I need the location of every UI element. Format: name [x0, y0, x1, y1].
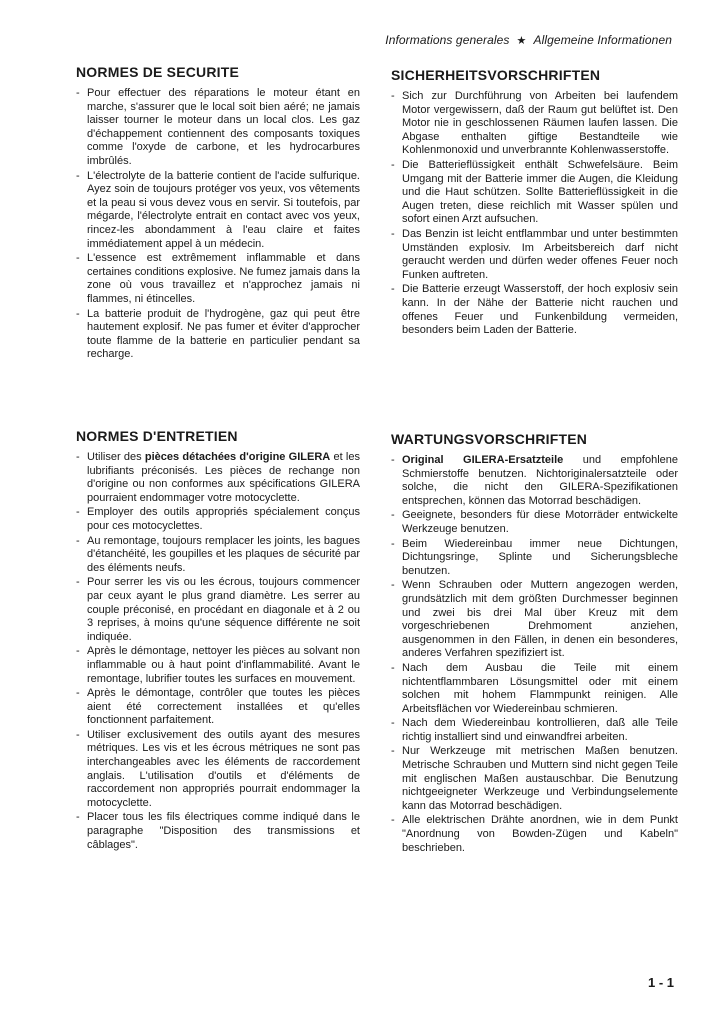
list-item: - Nach dem Wiedereinbau kontrollieren, daß alle Teile richtig installiert sind und einwandfrei arbeiten.: [391, 717, 678, 744]
section-title: NORMES DE SECURITE: [76, 64, 240, 80]
list-item: - Nur Werkzeuge mit metrischen Maßen benutzen. Metrische Schrauben und Muttern sind nicht gegen Teile mit englischen Maßen austauschbar. Die Benutzung nichtgeeigneter Werkzeuge und Verbindungselemente kann das Motorrad beschädigen.: [391, 745, 678, 813]
text-run: und empfohlene Schmierstoffe benutzen. Nichtoriginalersatzteile oder solche, die nicht den GILERA-Spezifikationen entsprechen, können das Motorrad beschädigen.: [402, 454, 678, 507]
list-item: - Après le démontage, contrôler que toutes les pièces aient été correctement installées et qu'elles fonctionnent parfaitement.: [76, 687, 360, 728]
header-right: Allgemeine Informationen: [533, 33, 672, 47]
page-header: [385, 33, 672, 47]
list-item: - Pour serrer les vis ou les écrous, toujours commencer par ceux ayant le plus grand diamètre. Les serrer au couple préconisé, en procédant en diagonale et à 2 ou 3 reprises, à moins qu'une séquence différente ne soit indiquée.: [76, 576, 360, 644]
section-title: SICHERHEITSVORSCHRIFTEN: [391, 67, 601, 83]
list-item: - Beim Wiedereinbau immer neue Dichtungen, Dichtungsringe, Splinte und Sicherungsbleche benutzen.: [391, 538, 678, 579]
header-left: Informations generales: [385, 33, 510, 47]
list-item: - Wenn Schrauben oder Muttern angezogen werden, grundsätzlich mit dem größten Durchmesser beginnen und zwei bis drei Mal über Kreuz mit dem vorgeschriebenen Drehmoment anziehen, ausgenommen in den Fällen, in denen ein besonderes, anderes Verfahren spezifiziert ist.: [391, 579, 678, 661]
list-item: - Après le démontage, nettoyer les pièces au solvant non inflammable ou à haut point d'inflammabilité. Avant le remontage, lubrifier toutes les surfaces en mouvement.: [76, 645, 360, 686]
section-fr-maintenance: [76, 428, 360, 853]
list-item: - Die Batterie erzeugt Wasserstoff, der hoch explosiv sein kann. In der Nähe der Batterie nicht rauchen und offenes Feuer und Funkenbildung vermeiden, besonders beim Laden der Batterie.: [391, 283, 678, 337]
text-run: et les lubrifiants préconisés. Les pièces de rechange non d'origine ou non conformes aux spécifications GILERA pourraient endommager votre motocyclette.: [87, 451, 360, 504]
section-de-safety: [391, 67, 678, 339]
list-item: - Placer tous les fils électriques comme indiqué dans le paragraphe "Disposition des transmissions et câblages".: [76, 811, 360, 852]
list-item: - La batterie produit de l'hydrogène, gaz qui peut être hautement explosif. Ne pas fumer et éviter d'approcher toute flamme de la batterie en particulier pendant sa recharge.: [76, 308, 360, 362]
list-item: - Employer des outils appropriés spécialement conçus pour ces motocyclettes.: [76, 506, 360, 533]
list-item: - L'électrolyte de la batterie contient de l'acide sulfurique. Ayez soin de toujours protéger vos yeux, vos vêtements et la peau si vous devez vous en servir. Si toutefois, par mégarde, l'électrolyte entrait en contact avec vos yeux, rincez-les abondamment à l'eau claire et faites immédiatement appel à un médecin.: [76, 170, 360, 252]
emphasis-text: Original GILERA-Ersatzteile: [402, 454, 564, 466]
star-icon: ★: [516, 35, 527, 47]
list-item: [391, 454, 678, 508]
list-item: - Geeignete, besonders für diese Motorräder entwickelte Werkzeuge benutzen.: [391, 509, 678, 536]
list-item: - Sich zur Durchführung von Arbeiten bei laufendem Motor vergewissern, daß der Raum gut belüftet ist. Den Motor nie in geschlossenen Räumen laufen lassen. Die Abgase enthalten giftige Bestandteile wie Kohlenmonoxid und unverbrannte Kohlenwasserstoffe.: [391, 90, 678, 158]
list-item: - Nach dem Ausbau die Teile mit einem nichtentflammbaren Lösungsmittel oder mit einem solchen mit hohem Flammpunkt reinigen. Alle Arbeitsflächen vor Wiedereinbau schmieren.: [391, 662, 678, 716]
bullet-list: [76, 87, 360, 362]
list-item: - Utiliser exclusivement des outils ayant des mesures métriques. Les vis et les écrous métriques ne sont pas interchangeables avec les éléments de raccordement anglais. L'utilisation d'outils et d'éléments de raccordement non appropriés pourrait endommager la motocyclette.: [76, 729, 360, 811]
list-item: - Pour effectuer des réparations le moteur étant en marche, s'assurer que le local soit bien aéré; ne jamais laisser tourner le moteur dans un local clos. Les gaz d'échappement contiennent des composants toxiques comme l'oxyde de carbone, et les hydrocarbures imbrûlés.: [76, 87, 360, 169]
text-run: Utiliser des: [87, 451, 145, 463]
section-title: WARTUNGSVORSCHRIFTEN: [391, 431, 588, 447]
bullet-list: [391, 90, 678, 338]
bullet-list: [391, 454, 678, 855]
section-de-maintenance: [391, 431, 678, 856]
bullet-list: [76, 451, 360, 852]
section-fr-safety: [76, 64, 360, 363]
list-item: [76, 451, 360, 505]
list-item: - Au remontage, toujours remplacer les joints, les bagues d'étanchéité, les goupilles et les plaques de sécurité par des éléments neufs.: [76, 535, 360, 576]
list-item: - Die Batterieflüssigkeit enthält Schwefelsäure. Beim Umgang mit der Batterie immer die Augen, die Kleidung und die Haut schützen. Sollte Batterieflüssigkeit in die Augen treten, diese reichlich mit Wasser spülen und sofort einen Arzt aufsuchen.: [391, 159, 678, 227]
page-number: 1 - 1: [647, 975, 674, 990]
section-title: NORMES D'ENTRETIEN: [76, 428, 238, 444]
list-item: - L'essence est extrêmement inflammable et dans certaines conditions explosive. Ne fumez jamais dans la zone où vous travaillez et n'approchez jamais ni flammes, ni étincelles.: [76, 252, 360, 306]
list-item: - Alle elektrischen Drähte anordnen, wie in dem Punkt "Anordnung von Bowden-Zügen und Kabeln" beschrieben.: [391, 814, 678, 855]
list-item: - Das Benzin ist leicht entflammbar und unter bestimmten Umständen explosiv. Im Arbeitsbereich darf nicht geraucht werden und dürfen weder offenes Feuer noch Funken auftreten.: [391, 228, 678, 282]
emphasis-text: pièces détachées d'origine GILERA: [144, 451, 331, 463]
